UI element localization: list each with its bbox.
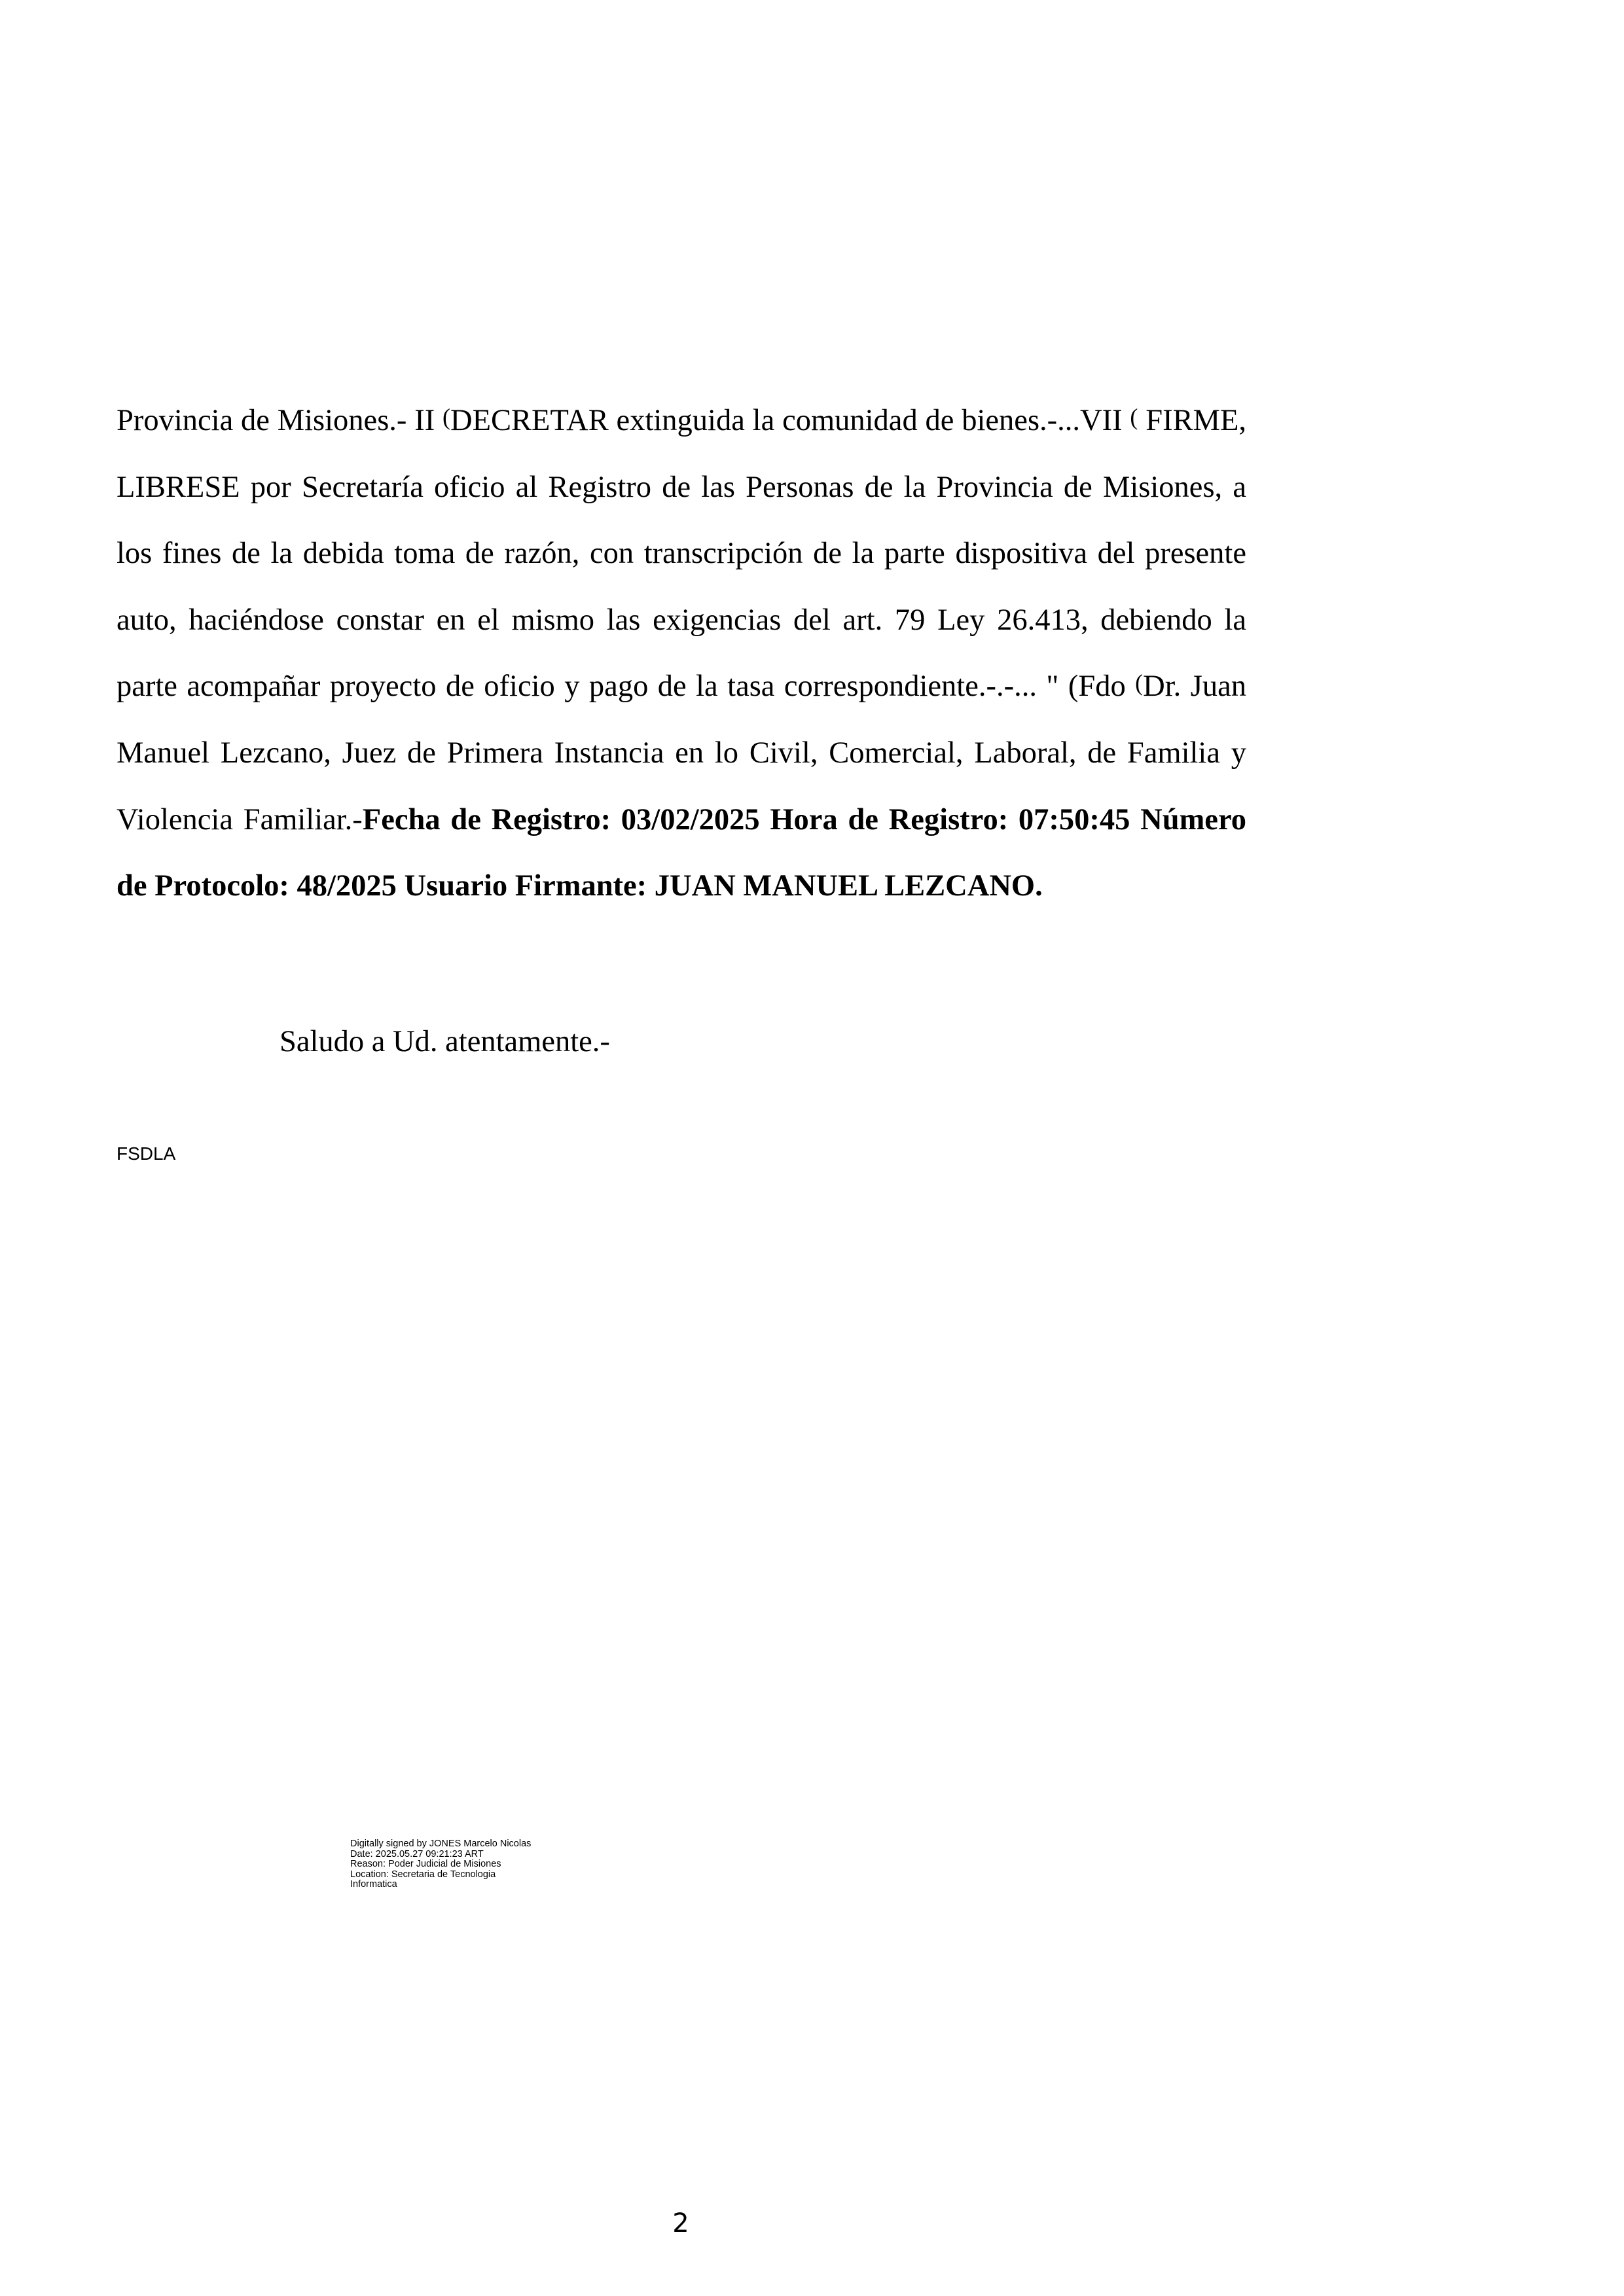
superscript-mark-2: ( [1130, 404, 1138, 430]
author-initials: FSDLA [117, 1143, 176, 1164]
digital-signature-block [350, 1839, 531, 1890]
signature-line-signer: Digitally signed by JONES Marcelo Nicolas [350, 1839, 532, 1849]
body-text-part-2: DECRETAR extinguida la comunidad de bienes.-...VII [450, 404, 1130, 437]
signature-line-location-cont: Informatica [350, 1879, 397, 1890]
superscript-mark-3: ( [1135, 670, 1144, 696]
body-paragraph [117, 387, 1246, 920]
page-number: 2 [672, 2208, 689, 2238]
signature-line-reason: Reason: Poder Judicial de Misiones [350, 1859, 501, 1869]
superscript-mark-1: ( [442, 404, 451, 430]
signature-line-date: Date: 2025.05.27 09:21:23 ART [350, 1848, 484, 1859]
body-text-part-1: Provincia de Misiones.- II [117, 404, 443, 437]
closing-salutation: Saludo a Ud. atentamente.- [280, 1025, 610, 1058]
body-text-part-4: Dr. Juan Manuel Lezcano, Juez de Primera Instancia en lo Civil, Comercial, Laboral, de Familia y Violencia Familiar.- [117, 670, 1246, 836]
signature-line-location: Location: Secretaria de Tecnologia [350, 1869, 496, 1880]
registry-details: Fecha de Registro: 03/02/2025 Hora de Registro: 07:50:45 Número de Protocolo: 48/2025 Usuario Firmante: JUAN MANUEL LEZCANO. [117, 802, 1246, 903]
body-text-part-3: FIRME, LIBRESE por Secretaría oficio al Registro de las Personas de la Provincia de Misiones, a los fines de la debida toma de razón, con transcripción de la parte dispositiva del presente auto, haciéndose constar en el mismo las exigencias del art. 79 Ley 26.413, debiendo la parte acompañar proyecto de oficio y pago de la tasa correspondiente.-.-... " (Fdo [117, 404, 1246, 704]
